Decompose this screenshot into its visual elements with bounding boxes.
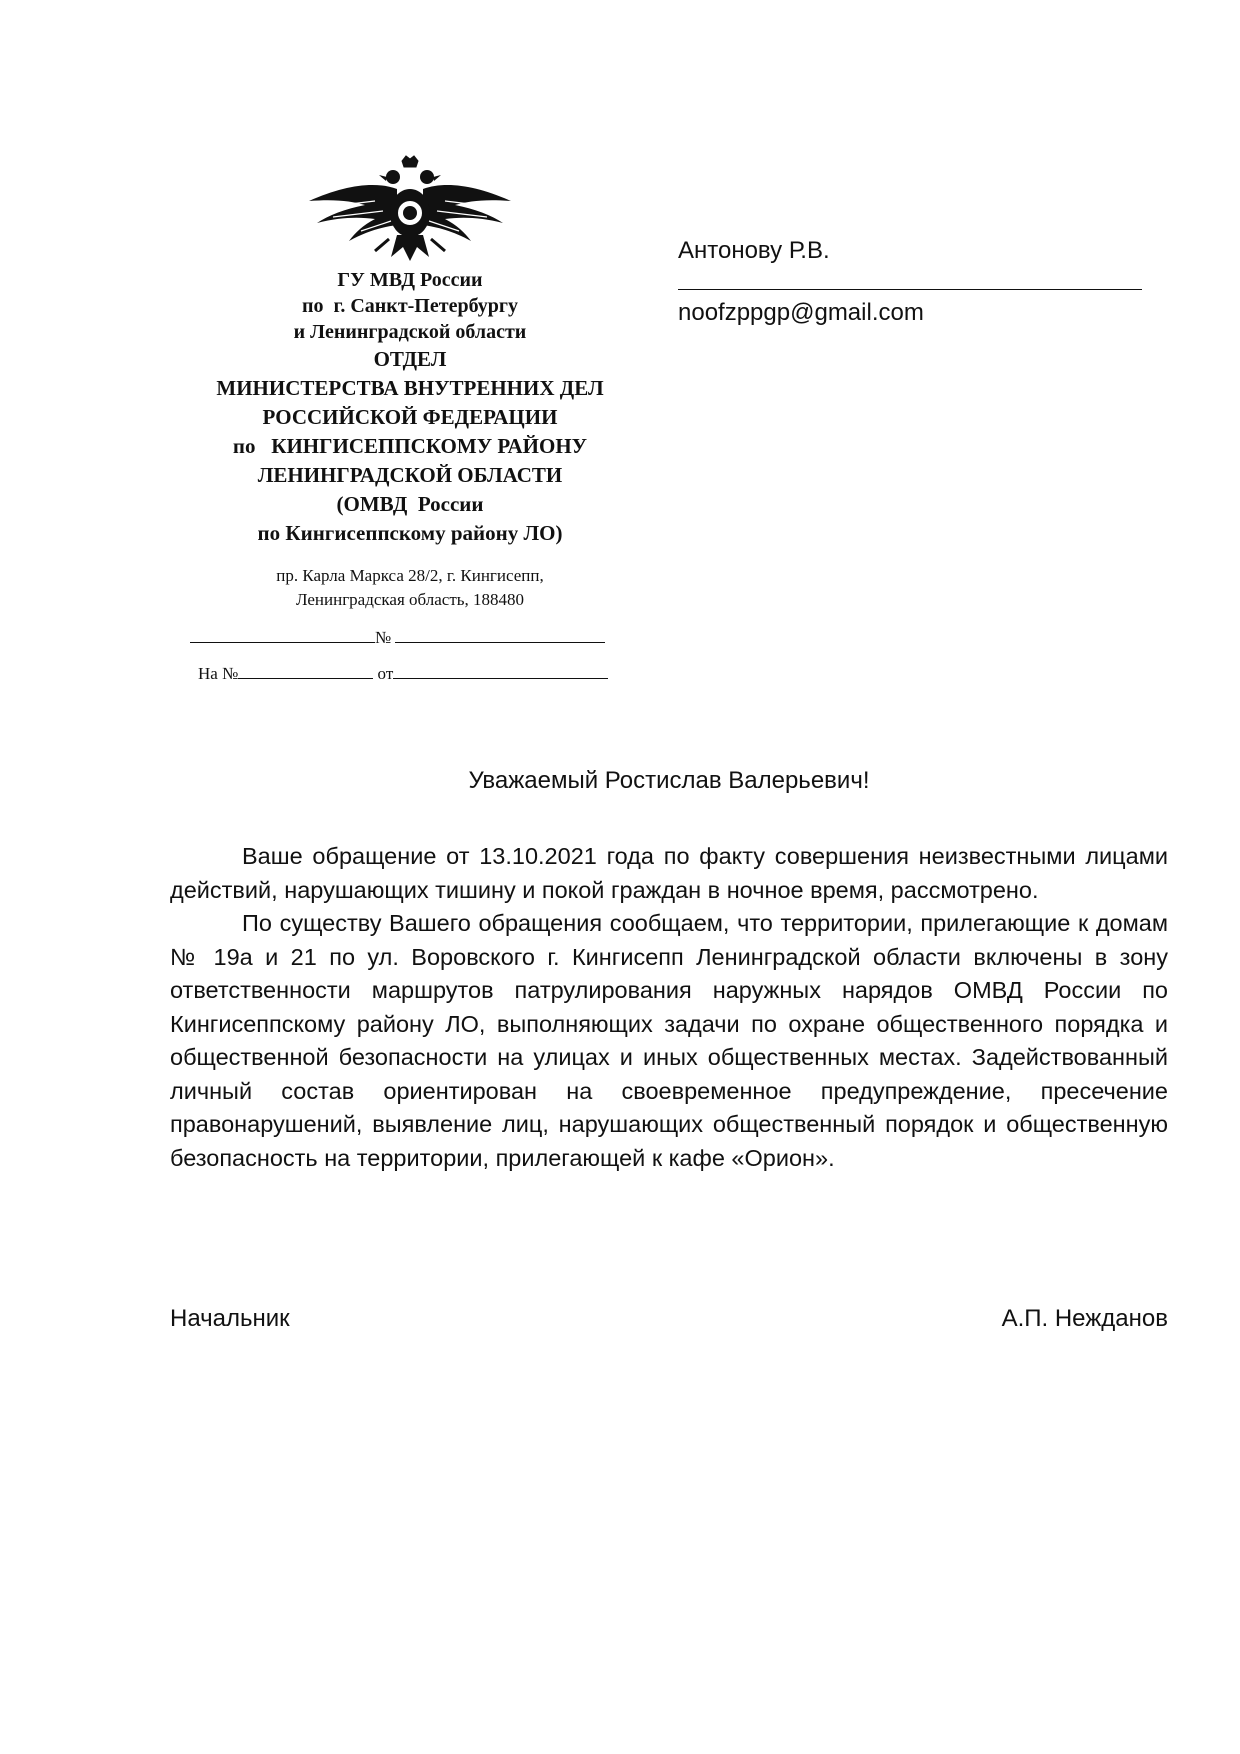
salutation: Уважаемый Ростислав Валерьевич! (468, 767, 870, 794)
reply-number-blank (238, 662, 373, 679)
reply-date-blank (393, 662, 608, 679)
outgoing-number-line (190, 626, 630, 648)
department-line: ЛЕНИНГРАДСКОЙ ОБЛАСТИ (257, 463, 563, 487)
department-line: РОССИЙСКОЙ ФЕДЕРАЦИИ (262, 405, 558, 429)
signatory-name: А.П. Нежданов (1001, 1305, 1168, 1332)
parent-org-line: по г. Санкт-Петербургу (301, 295, 519, 317)
recipient-divider (678, 289, 1142, 290)
number-blank (395, 626, 605, 643)
address-line: Ленинградская область, 188480 (295, 590, 525, 609)
parent-org-line: и Ленинградской области (293, 321, 527, 343)
double-headed-eagle-icon (305, 155, 515, 265)
sender-address (190, 564, 630, 612)
reply-reference-line (190, 662, 630, 684)
recipient-name: Антонову Р.В. (678, 237, 830, 264)
department-line: по КИНГИСЕППСКОМУ РАЙОНУ (232, 434, 588, 458)
from-label: от (377, 664, 394, 683)
signatory-title: Начальник (170, 1305, 290, 1332)
parent-org-line: ГУ МВД России (337, 269, 483, 291)
number-label: № (375, 628, 392, 647)
body-paragraph: Ваше обращение от 13.10.2021 года по факту совершения неизвестными лицами действий, нарушающих тишину и покой граждан в ночное время, рассмотрено. (170, 843, 1168, 903)
date-blank (190, 626, 375, 643)
department-line: (ОМВД России (336, 492, 484, 516)
body-paragraph: По существу Вашего обращения сообщаем, что территории, прилегающие к домам № 19а и 21 по ул. Воровского г. Кингисепп Ленинградской области включены в зону ответственности маршрутов патрулирования наружных нарядов ОМВД России по Кингисеппскому району ЛО, выполняющих задачи по охране общественного порядка и общественной безопасности на улицах и иных общественных местах. Задействованный личный состав ориентирован на своевременное предупреждение, пресечение правонарушений, выявление лиц, нарушающих общественный порядок и общественную безопасность на территории, прилегающей к кафе «Орион». (170, 910, 1168, 1171)
department-line: по Кингисеппскому району ЛО) (257, 521, 563, 545)
letter-body (170, 840, 1168, 1175)
recipient-block (678, 236, 1138, 328)
sender-header (190, 155, 630, 684)
department-line: МИНИСТЕРСТВА ВНУТРЕННИХ ДЕЛ (216, 376, 604, 400)
department-line: ОТДЕЛ (373, 347, 447, 371)
recipient-email: noofzppgp@gmail.com (678, 299, 924, 326)
address-line: пр. Карла Маркса 28/2, г. Кингисепп, (276, 566, 544, 585)
signature-block (170, 1304, 1168, 1334)
reply-label: На № (198, 664, 239, 683)
